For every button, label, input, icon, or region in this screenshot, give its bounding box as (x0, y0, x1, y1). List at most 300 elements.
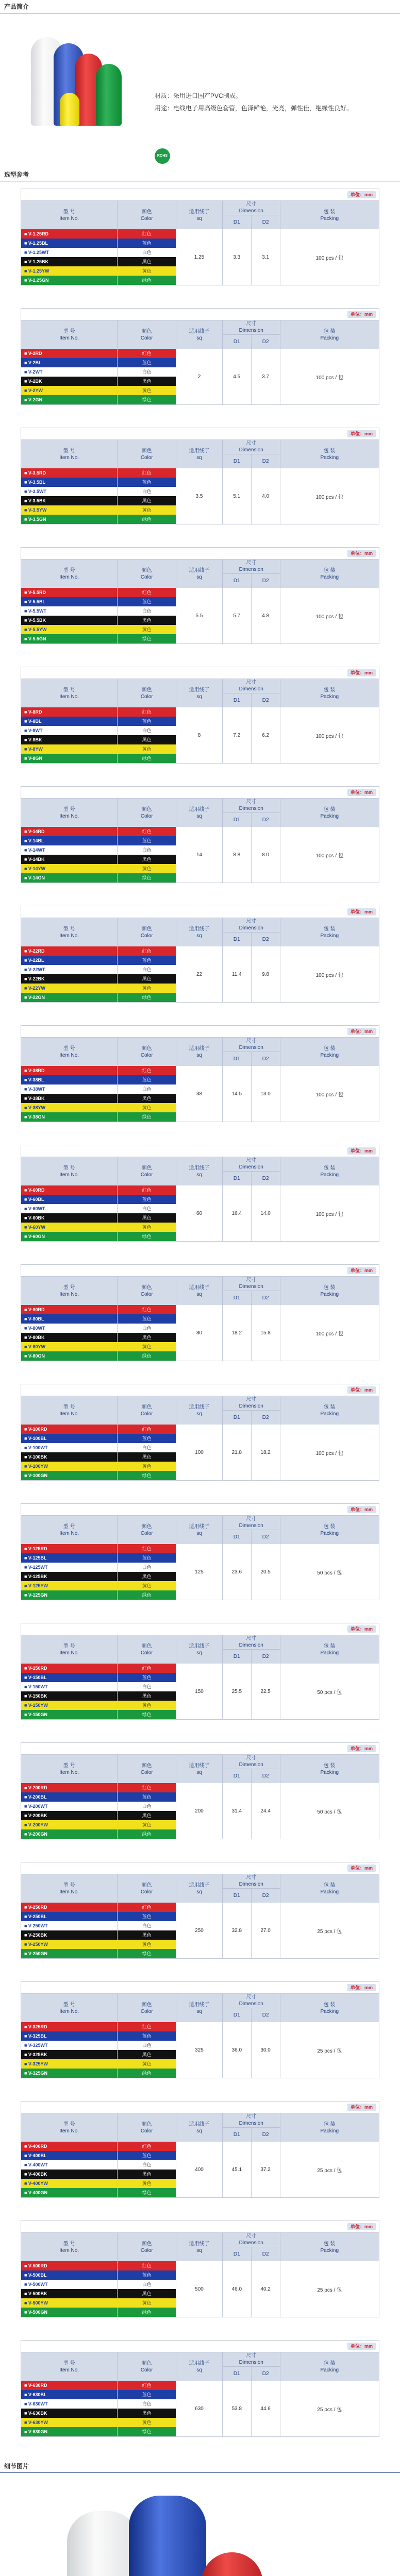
spec-table (21, 2340, 379, 2437)
color-row (118, 2261, 176, 2270)
item-code: ■ V-22BK (21, 974, 117, 984)
header-dimension-title: 尺寸 Dimension (223, 1396, 280, 1411)
item-code: ■ V-80WT (21, 1324, 117, 1333)
color-row (118, 1783, 176, 1792)
color-column (118, 1066, 176, 1122)
unit-row (21, 1862, 379, 1874)
item-code: ■ V-500BK (21, 2289, 117, 2298)
item-code: ■ V-80RD (21, 1305, 117, 1314)
color-name: 黑色 (118, 855, 176, 864)
table-header (21, 918, 379, 946)
color-column (118, 946, 176, 1002)
item-code: ■ V-5.5GN (21, 634, 117, 643)
selection-tables (0, 181, 400, 2437)
color-name: 绿色 (118, 2188, 176, 2197)
color-name: 黑色 (118, 974, 176, 984)
item-code-row (21, 984, 117, 993)
header-dimension-title: 尺寸 Dimension (223, 440, 280, 454)
header-wire-size: 适用线子 sq (176, 1277, 223, 1305)
color-name: 绿色 (118, 1351, 176, 1361)
color-name: 黑色 (118, 1213, 176, 1223)
spec-table (21, 547, 379, 644)
item-code: ■ V-200GN (21, 1829, 117, 1839)
item-code-row (21, 2188, 117, 2197)
packing-value: 50 pcs / 包 (317, 1570, 342, 1576)
color-row (118, 1185, 176, 1195)
item-code: ■ V-22GN (21, 993, 117, 1002)
table-body (21, 229, 379, 285)
color-row (118, 505, 176, 515)
item-code-column (21, 1066, 118, 1122)
item-code-row (21, 2280, 117, 2289)
color-name: 红色 (118, 707, 176, 717)
item-code: ■ V-38RD (21, 1066, 117, 1075)
wire-size-value: 325 (176, 2022, 223, 2078)
header-item-no: 型 号 Item No. (21, 1755, 118, 1783)
product-photo (31, 25, 124, 126)
color-row (118, 754, 176, 763)
header-wire-size: 适用线子 sq (176, 1038, 223, 1066)
color-row (118, 2427, 176, 2436)
color-column (118, 1305, 176, 1361)
header-d1: D1 (223, 1052, 252, 1066)
item-code-column (21, 1185, 118, 1241)
color-name: 红色 (118, 2142, 176, 2151)
table-body (21, 2381, 379, 2436)
color-row (118, 588, 176, 597)
header-color: 颜色 Color (118, 1874, 176, 1903)
color-row (118, 1434, 176, 1443)
item-code-row (21, 1471, 117, 1480)
header-d1: D1 (223, 933, 252, 946)
color-name: 红色 (118, 349, 176, 358)
color-row (118, 634, 176, 643)
d2-value: 27.0 (252, 1903, 280, 1958)
header-d1: D1 (223, 2128, 252, 2142)
color-row (118, 1232, 176, 1241)
color-row (118, 2069, 176, 2078)
item-code-row (21, 2390, 117, 2399)
unit-row (21, 189, 379, 200)
item-code-row (21, 855, 117, 864)
color-row (118, 864, 176, 873)
color-row (118, 266, 176, 276)
packing-value: 100 pcs / 包 (315, 972, 343, 978)
color-name: 黑色 (118, 616, 176, 625)
header-dimension-sub (223, 2008, 280, 2022)
color-name: 蓝色 (118, 1075, 176, 1084)
header-d1: D1 (223, 1530, 252, 1544)
wire-size-value: 250 (176, 1903, 223, 1958)
color-name: 白色 (118, 1443, 176, 1452)
color-name: 黑色 (118, 2289, 176, 2298)
item-code-row (21, 1112, 117, 1122)
item-code-row (21, 754, 117, 763)
item-code: ■ V-80BL (21, 1314, 117, 1324)
d1-value: 31.4 (223, 1783, 252, 1839)
table-header (21, 798, 379, 827)
table-header (21, 559, 379, 588)
color-name: 黄色 (118, 1223, 176, 1232)
packing-value: 100 pcs / 包 (315, 1092, 343, 1098)
color-row (118, 515, 176, 524)
color-name: 红色 (118, 946, 176, 956)
item-code-row (21, 1462, 117, 1471)
table-header (21, 320, 379, 349)
header-dimension-sub (223, 1530, 280, 1544)
item-code-column (21, 588, 118, 643)
header-dimension (223, 560, 280, 588)
header-d2: D2 (262, 1295, 269, 1301)
color-name: 绿色 (118, 1232, 176, 1241)
color-name: 红色 (118, 1664, 176, 1673)
color-name: 绿色 (118, 2427, 176, 2436)
item-code-column (21, 2022, 118, 2078)
color-name: 黄色 (118, 984, 176, 993)
item-code-row (21, 257, 117, 266)
item-code: ■ V-150YW (21, 1701, 117, 1710)
color-name: 黄色 (118, 2298, 176, 2308)
item-code-row (21, 2031, 117, 2041)
color-row (118, 1333, 176, 1342)
unit-row (21, 309, 379, 320)
item-code-row (21, 1094, 117, 1103)
item-code: ■ V-100BK (21, 1452, 117, 1462)
item-code-row (21, 2022, 117, 2031)
color-name: 蓝色 (118, 478, 176, 487)
packing-value: 100 pcs / 包 (315, 1450, 343, 1456)
color-name: 白色 (118, 487, 176, 496)
item-code-row (21, 468, 117, 478)
item-code: ■ V-100RD (21, 1425, 117, 1434)
header-d1: D1 (223, 1889, 252, 1903)
item-code-row (21, 1903, 117, 1912)
color-row (118, 2308, 176, 2317)
header-color: 颜色 Color (118, 201, 176, 229)
d1-value: 14.5 (223, 1066, 252, 1122)
packing-value: 25 pcs / 包 (317, 2167, 342, 2174)
header-packing: 包 装 Packing (320, 1404, 339, 1417)
color-column (118, 468, 176, 524)
item-code-row (21, 965, 117, 974)
color-row (118, 1075, 176, 1084)
item-code: ■ V-250GN (21, 1949, 117, 1958)
item-code-column (21, 2261, 118, 2317)
item-code-column (21, 349, 118, 404)
packing-value: 25 pcs / 包 (317, 1928, 342, 1935)
color-column (118, 2261, 176, 2317)
item-code: ■ V-1.25YW (21, 266, 117, 276)
use-line (155, 102, 371, 114)
item-code: ■ V-14BL (21, 836, 117, 845)
header-d1: D1 (223, 2247, 252, 2261)
item-code-row (21, 616, 117, 625)
unit-label: 单位：mm (347, 2223, 376, 2230)
color-row (118, 597, 176, 606)
item-code: ■ V-3.5RD (21, 468, 117, 478)
header-d2: D2 (262, 936, 269, 942)
color-name: 绿色 (118, 1112, 176, 1122)
item-code: ■ V-5.5BK (21, 616, 117, 625)
spec-table (21, 1025, 379, 1122)
item-code: ■ V-325GN (21, 2069, 117, 2078)
header-packing: 包 装 Packing (320, 1045, 339, 1058)
header-dimension-sub (223, 2247, 280, 2261)
spec-table (21, 1384, 379, 1481)
unit-label: 单位：mm (347, 1625, 376, 1633)
color-row (118, 1792, 176, 1802)
wire-size-value: 630 (176, 2381, 223, 2436)
header-dimension-title: 尺寸 Dimension (223, 679, 280, 693)
item-code: ■ V-325YW (21, 2059, 117, 2069)
item-code: ■ V-100YW (21, 1462, 117, 1471)
color-row (118, 1314, 176, 1324)
color-row (118, 956, 176, 965)
table-body (21, 1664, 379, 1719)
d2-value: 37.2 (252, 2142, 280, 2197)
header-dimension-sub (223, 813, 280, 827)
header-wire-size: 适用线子 sq (176, 440, 223, 468)
item-code: ■ V-2RD (21, 349, 117, 358)
color-row (118, 1342, 176, 1351)
header-dimension (223, 1874, 280, 1903)
color-row (118, 1829, 176, 1839)
intro-section-title: 产品简介 (0, 0, 400, 13)
header-item-no: 型 号 Item No. (21, 1157, 118, 1185)
item-code-row (21, 229, 117, 239)
item-code-row (21, 1912, 117, 1921)
wire-size-value: 80 (176, 1305, 223, 1361)
color-name: 白色 (118, 1204, 176, 1213)
table-body (21, 349, 379, 404)
item-code: ■ V-125WT (21, 1563, 117, 1572)
header-dimension-sub (223, 1052, 280, 1066)
color-row (118, 2059, 176, 2069)
color-row (118, 2270, 176, 2280)
color-name: 红色 (118, 588, 176, 597)
unit-label: 单位：mm (347, 2343, 376, 2350)
item-code: ■ V-60BL (21, 1195, 117, 1204)
color-name: 蓝色 (118, 2270, 176, 2280)
header-dimension-title: 尺寸 Dimension (223, 1994, 280, 2008)
item-code: ■ V-500RD (21, 2261, 117, 2270)
color-name: 黑色 (118, 1691, 176, 1701)
color-row (118, 1112, 176, 1122)
color-name: 黑色 (118, 1930, 176, 1940)
header-d1: D1 (223, 1291, 252, 1305)
color-name: 黄色 (118, 1940, 176, 1949)
packing-value: 100 pcs / 包 (315, 733, 343, 739)
table-body (21, 588, 379, 643)
header-color: 颜色 Color (118, 679, 176, 707)
header-dimension (223, 1635, 280, 1664)
white-sleeve-detail-image (67, 2511, 139, 2576)
color-row (118, 1462, 176, 1471)
header-color: 颜色 Color (118, 1994, 176, 2022)
item-code: ■ V-250RD (21, 1903, 117, 1912)
color-row (118, 2050, 176, 2059)
unit-row (21, 428, 379, 439)
header-d2: D2 (262, 1892, 269, 1899)
d1-value: 25.5 (223, 1664, 252, 1719)
header-d2: D2 (262, 458, 269, 464)
table-header (21, 1635, 379, 1664)
header-wire-size: 适用线子 sq (176, 201, 223, 229)
color-name: 绿色 (118, 1829, 176, 1839)
d1-value: 53.8 (223, 2381, 252, 2436)
color-name: 黄色 (118, 864, 176, 873)
table-header (21, 679, 379, 707)
item-code-column (21, 707, 118, 763)
color-name: 黑色 (118, 1572, 176, 1581)
unit-label: 单位：mm (347, 311, 376, 318)
item-code: ■ V-5.5WT (21, 606, 117, 616)
color-name: 绿色 (118, 276, 176, 285)
color-name: 蓝色 (118, 1434, 176, 1443)
header-packing: 包 装 Packing (320, 1643, 339, 1656)
item-code-column (21, 1903, 118, 1958)
color-row (118, 836, 176, 845)
wire-size-value: 100 (176, 1425, 223, 1480)
item-code: ■ V-500BL (21, 2270, 117, 2280)
color-row (118, 468, 176, 478)
color-name: 红色 (118, 1185, 176, 1195)
table-body (21, 827, 379, 883)
d1-value: 4.5 (223, 349, 252, 404)
item-code: ■ V-80GN (21, 1351, 117, 1361)
header-item-no: 型 号 Item No. (21, 1277, 118, 1305)
color-name: 黑色 (118, 1094, 176, 1103)
d2-value: 4.0 (252, 468, 280, 524)
color-name: 蓝色 (118, 836, 176, 845)
color-column (118, 1903, 176, 1958)
header-color: 颜色 Color (118, 560, 176, 588)
header-color: 颜色 Color (118, 2113, 176, 2142)
item-code: ■ V-200YW (21, 1820, 117, 1829)
color-row (118, 1195, 176, 1204)
item-code-row (21, 2298, 117, 2308)
unit-label: 单位：mm (347, 1267, 376, 1274)
table-body (21, 1185, 379, 1241)
header-dimension-title: 尺寸 Dimension (223, 201, 280, 215)
header-dimension-sub (223, 215, 280, 229)
item-code: ■ V-125BL (21, 1553, 117, 1563)
item-code: ■ V-38YW (21, 1103, 117, 1112)
item-code: ■ V-38WT (21, 1084, 117, 1094)
color-row (118, 1351, 176, 1361)
color-row (118, 1425, 176, 1434)
item-code: ■ V-3.5WT (21, 487, 117, 496)
item-code-row (21, 707, 117, 717)
header-color: 颜色 Color (118, 2233, 176, 2261)
header-color: 颜色 Color (118, 918, 176, 946)
item-code-row (21, 2142, 117, 2151)
packing-value: 100 pcs / 包 (315, 853, 343, 859)
item-code-row (21, 634, 117, 643)
color-row (118, 1912, 176, 1921)
spec-table (21, 786, 379, 883)
item-code: ■ V-14YW (21, 864, 117, 873)
header-d2: D2 (262, 1414, 269, 1420)
item-code: ■ V-325BK (21, 2050, 117, 2059)
wire-size-value: 2 (176, 349, 223, 404)
color-row (118, 744, 176, 754)
header-dimension (223, 1755, 280, 1783)
header-wire-size: 适用线子 sq (176, 1874, 223, 1903)
packing-value: 25 pcs / 包 (317, 2048, 342, 2054)
color-row (118, 478, 176, 487)
item-code: ■ V-125YW (21, 1581, 117, 1590)
header-d2: D2 (262, 1534, 269, 1540)
item-code-row (21, 735, 117, 744)
d2-value: 4.8 (252, 588, 280, 643)
header-d2: D2 (262, 2370, 269, 2377)
item-code: ■ V-1.25GN (21, 276, 117, 285)
item-code: ■ V-630YW (21, 2418, 117, 2427)
color-row (118, 358, 176, 367)
item-code-row (21, 1103, 117, 1112)
item-code-row (21, 1930, 117, 1940)
color-row (118, 993, 176, 1002)
header-dimension-title: 尺寸 Dimension (223, 918, 280, 933)
header-item-no: 型 号 Item No. (21, 918, 118, 946)
item-code-row (21, 1204, 117, 1213)
header-dimension-title: 尺寸 Dimension (223, 1516, 280, 1530)
item-code-row (21, 1811, 117, 1820)
header-d1: D1 (223, 1411, 252, 1425)
color-row (118, 1921, 176, 1930)
color-name: 白色 (118, 1682, 176, 1691)
color-row (118, 1710, 176, 1719)
blue-sleeve-detail-image (129, 2496, 206, 2576)
color-row (118, 276, 176, 285)
color-name: 黄色 (118, 2059, 176, 2069)
item-code-row (21, 1232, 117, 1241)
item-code: ■ V-8RD (21, 707, 117, 717)
color-name: 红色 (118, 1066, 176, 1075)
color-name: 绿色 (118, 754, 176, 763)
item-code-row (21, 606, 117, 616)
color-row (118, 1094, 176, 1103)
color-row (118, 229, 176, 239)
packing-value: 100 pcs / 包 (315, 494, 343, 500)
item-code: ■ V-400YW (21, 2179, 117, 2188)
d1-value: 23.6 (223, 1544, 252, 1600)
table-body (21, 2142, 379, 2197)
item-code: ■ V-400BK (21, 2170, 117, 2179)
color-name: 黑色 (118, 735, 176, 744)
color-row (118, 2289, 176, 2298)
table-header (21, 1037, 379, 1066)
item-code-column (21, 1544, 118, 1600)
item-code: ■ V-630BL (21, 2390, 117, 2399)
color-row (118, 965, 176, 974)
item-code-column (21, 1425, 118, 1480)
color-row (118, 1811, 176, 1820)
color-row (118, 1103, 176, 1112)
item-code: ■ V-1.25BK (21, 257, 117, 266)
item-code-row (21, 827, 117, 836)
item-code-row (21, 2427, 117, 2436)
color-name: 绿色 (118, 1949, 176, 1958)
item-code: ■ V-2BL (21, 358, 117, 367)
table-body (21, 1425, 379, 1480)
header-dimension (223, 1994, 280, 2022)
spec-table (21, 2221, 379, 2317)
unit-label: 单位：mm (347, 1865, 376, 1872)
color-name: 红色 (118, 2022, 176, 2031)
header-item-no: 型 号 Item No. (21, 1396, 118, 1425)
